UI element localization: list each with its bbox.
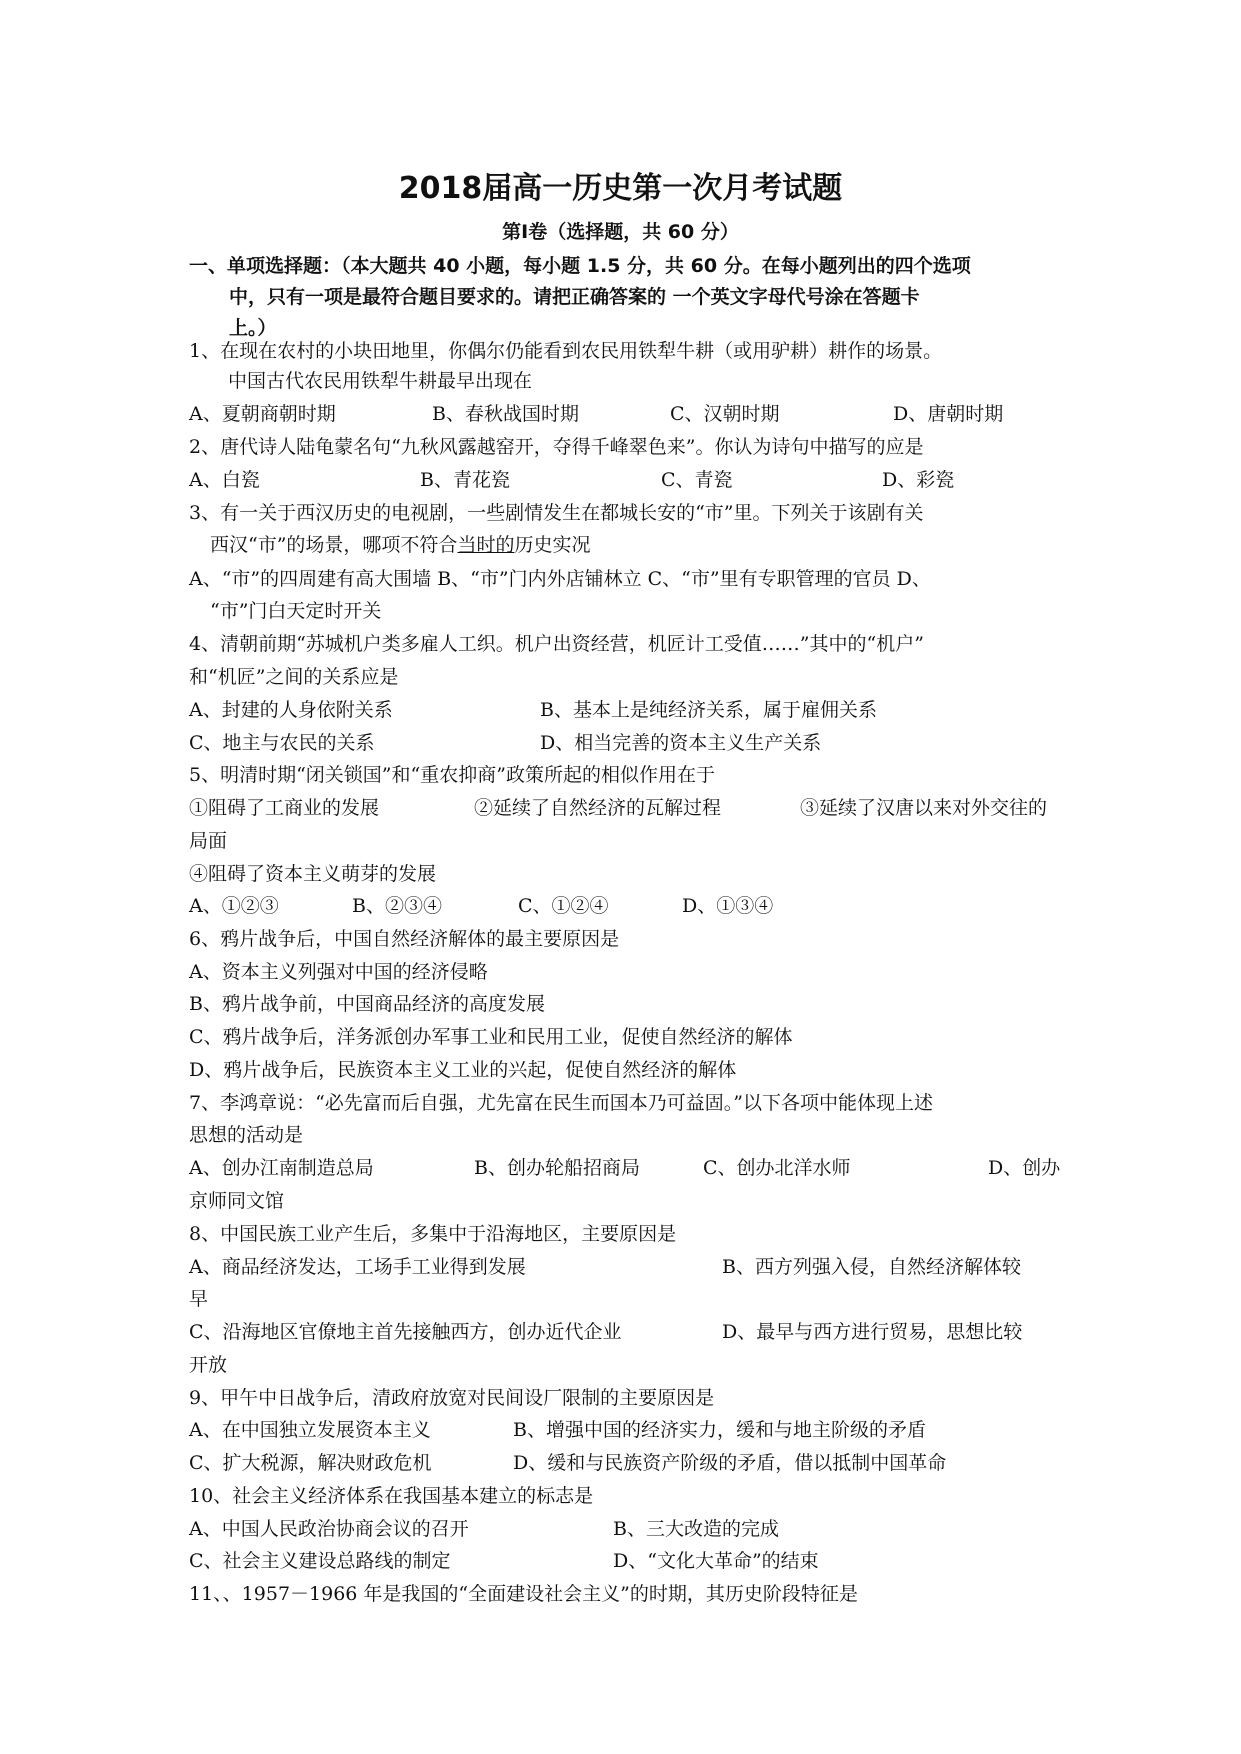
option-d: D、唐朝时期 bbox=[893, 403, 1004, 425]
instructions-line-2: 中，只有一项是最符合题目要求的。请把正确答案的 一个英文字母代号涂在答题卡 bbox=[229, 286, 920, 308]
option-b: B、西方列强入侵，自然经济解体较 bbox=[722, 1256, 1021, 1278]
option-c: C、青瓷 bbox=[661, 469, 733, 491]
option-a: A、①②③ bbox=[189, 895, 279, 917]
options-line: A、“市”的四周建有高大围墙 B、“市”门内外店铺林立 C、“市”里有专职管理的官员 D、 bbox=[189, 568, 931, 590]
option-c: C、创办北洋水师 bbox=[703, 1157, 851, 1179]
option-a: A、商品经济发达，工场手工业得到发展 bbox=[189, 1256, 526, 1278]
option-b: B、三大改造的完成 bbox=[613, 1518, 779, 1540]
question-stem: 7、李鸿章说：“必先富而后自强，尤先富在民生而国本乃可益固。”以下各项中能体现上述 bbox=[189, 1092, 934, 1114]
option-d: D、缓和与民族资产阶级的矛盾，借以抵制中国革命 bbox=[513, 1452, 947, 1474]
option-c: C、社会主义建设总路线的制定 bbox=[189, 1550, 451, 1572]
question-stem: 中国古代农民用铁犁牛耕最早出现在 bbox=[228, 370, 533, 392]
instructions-line-3: 上。） bbox=[229, 317, 277, 339]
option-d: D、鸦片战争后，民族资本主义工业的兴起，促使自然经济的解体 bbox=[189, 1059, 737, 1081]
instructions-line-1: 一、单项选择题：（本大题共 40 小题，每小题 1.5 分，共 60 分。在每小题列出的四个选项 bbox=[189, 255, 971, 277]
option-a: A、在中国独立发展资本主义 bbox=[189, 1419, 431, 1441]
option-a: A、中国人民政治协商会议的召开 bbox=[189, 1518, 469, 1540]
option-d-cont: 京师同文馆 bbox=[189, 1190, 285, 1212]
question-stem: 1、在现在农村的小块田地里，你偶尔仍能看到农民用铁犁牛耕（或用驴耕）耕作的场景。 bbox=[189, 340, 943, 362]
question-stem: 10、社会主义经济体系在我国基本建立的标志是 bbox=[189, 1485, 594, 1507]
statement-2: ②延续了自然经济的瓦解过程 bbox=[474, 797, 722, 819]
question-stem: 11、、1957－1966 年是我国的“全面建设社会主义”的时期，其历史阶段特征是 bbox=[189, 1583, 858, 1605]
option-b: B、增强中国的经济实力，缓和与地主阶级的矛盾 bbox=[513, 1419, 926, 1441]
statement-3: ③延续了汉唐以来对外交往的 bbox=[800, 797, 1048, 819]
option-d: D、①③④ bbox=[682, 895, 774, 917]
question-stem: 9、甲午中日战争后，清政府放宽对民间设厂限制的主要原因是 bbox=[189, 1387, 715, 1409]
option-c: C、沿海地区官僚地主首先接触西方，创办近代企业 bbox=[189, 1321, 622, 1343]
option-d-cont: 开放 bbox=[189, 1354, 228, 1376]
option-c: C、①②④ bbox=[518, 895, 609, 917]
option-b: B、②③④ bbox=[352, 895, 442, 917]
option-c: C、地主与农民的关系 bbox=[189, 732, 375, 754]
option-d: D、最早与西方进行贸易，思想比较 bbox=[722, 1321, 1023, 1343]
option-d: D、相当完善的资本主义生产关系 bbox=[540, 732, 822, 754]
option-d: D、彩瓷 bbox=[882, 469, 955, 491]
option-b-cont: 早 bbox=[189, 1288, 209, 1310]
question-stem: 和“机匠”之间的关系应是 bbox=[189, 666, 399, 688]
option-c: C、鸦片战争后，洋务派创办军事工业和民用工业，促使自然经济的解体 bbox=[189, 1026, 793, 1048]
option-a: A、资本主义列强对中国的经济侵略 bbox=[189, 961, 488, 983]
paper-section-heading: 第Ⅰ卷（选择题，共 60 分） bbox=[502, 221, 739, 243]
exam-title: 2018届高一历史第一次月考试题 bbox=[398, 171, 843, 206]
option-b: B、春秋战国时期 bbox=[432, 403, 579, 425]
question-stem: 6、鸦片战争后，中国自然经济解体的最主要原因是 bbox=[189, 928, 620, 950]
option-a: A、白瓷 bbox=[189, 469, 260, 491]
option-b: B、基本上是纯经济关系，属于雇佣关系 bbox=[540, 699, 877, 721]
option-b: B、鸦片战争前，中国商品经济的高度发展 bbox=[189, 993, 545, 1015]
question-stem: 4、清朝前期“苏城机户类多雇人工织。机户出资经营，机匠计工受值……”其中的“机户” bbox=[189, 633, 924, 655]
question-stem: 5、明清时期“闭关锁国”和“重农抑商”政策所起的相似作用在于 bbox=[189, 764, 715, 786]
question-stem: 思想的活动是 bbox=[189, 1124, 304, 1146]
statement-3-cont: 局面 bbox=[189, 830, 228, 852]
statement-1: ①阻碍了工商业的发展 bbox=[189, 797, 380, 819]
options-line: “市”门白天定时开关 bbox=[210, 600, 382, 622]
option-d: D、创办 bbox=[988, 1157, 1061, 1179]
option-d: D、“文化大革命”的结束 bbox=[613, 1550, 819, 1572]
question-stem: 2、唐代诗人陆龟蒙名句“九秋风露越窑开，夺得千峰翠色来”。你认为诗句中描写的应是 bbox=[189, 436, 924, 458]
section-instructions bbox=[189, 251, 1069, 344]
option-a: A、夏朝商朝时期 bbox=[189, 403, 336, 425]
option-c: C、汉朝时期 bbox=[670, 403, 780, 425]
statement-4: ④阻碍了资本主义萌芽的发展 bbox=[189, 863, 437, 885]
option-a: A、封建的人身依附关系 bbox=[189, 699, 393, 721]
question-stem: 3、有一关于西汉历史的电视剧，一些剧情发生在都城长安的“市”里。下列关于该剧有关 bbox=[189, 502, 924, 524]
question-stem: 8、中国民族工业产生后，多集中于沿海地区，主要原因是 bbox=[189, 1223, 677, 1245]
option-b: B、青花瓷 bbox=[420, 469, 510, 491]
option-c: C、扩大税源，解决财政危机 bbox=[189, 1452, 432, 1474]
question-stem: 西汉“市”的场景，哪项不符合当时的历史实况 bbox=[210, 534, 591, 556]
option-a: A、创办江南制造总局 bbox=[189, 1157, 374, 1179]
option-b: B、创办轮船招商局 bbox=[474, 1157, 640, 1179]
underlined-text: 当时的 bbox=[457, 534, 515, 556]
